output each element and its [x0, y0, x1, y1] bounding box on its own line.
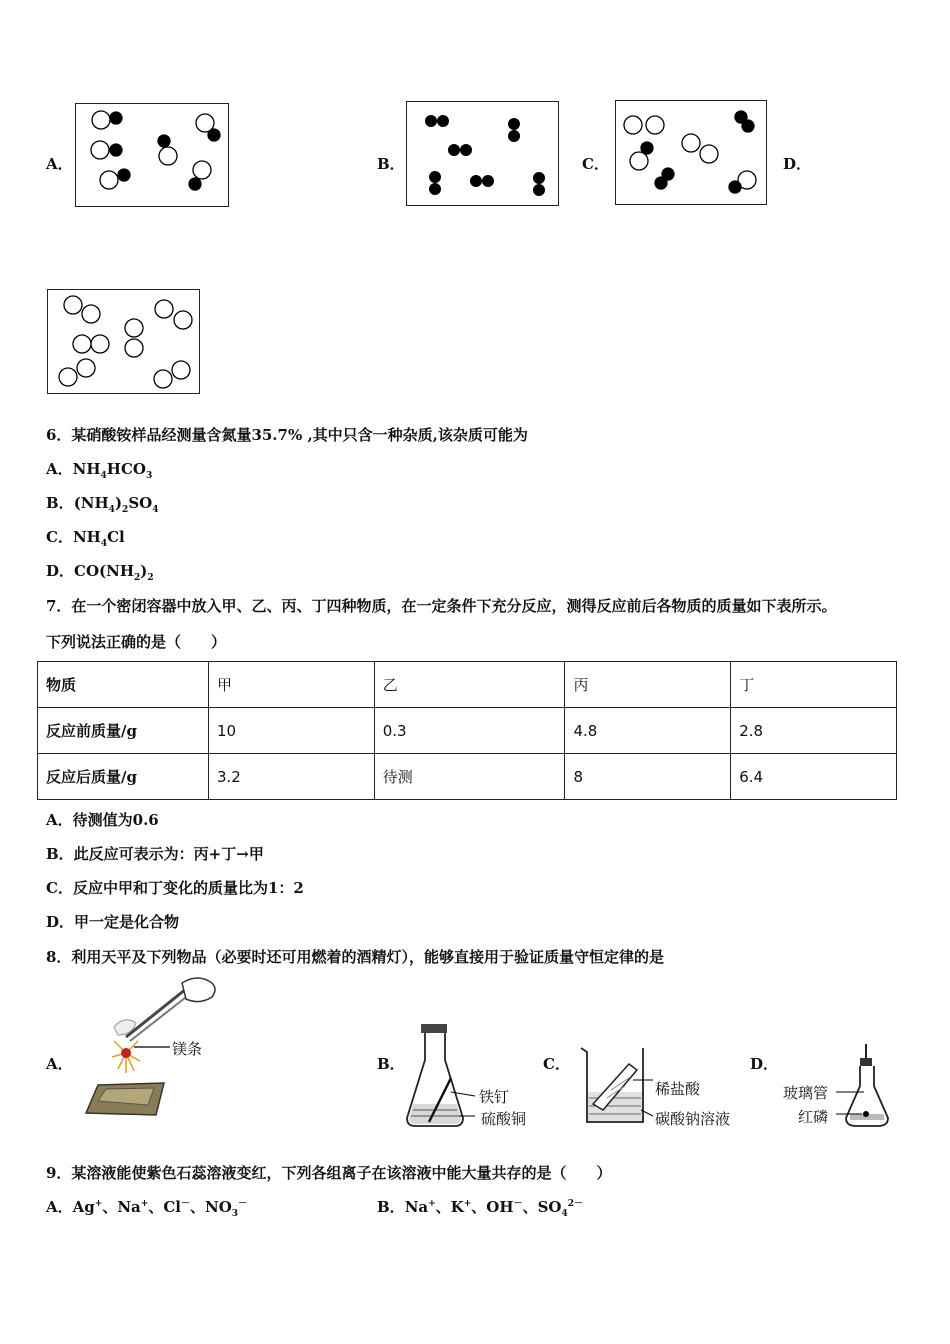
label-copper-sulfate: 硫酸铜	[481, 1110, 527, 1128]
q7-mass-table	[37, 661, 897, 800]
q6-option-b[interactable]: B．$(NH_4)_2SO_4$	[46, 494, 159, 515]
table-cell: 待测	[374, 754, 565, 800]
q8-figure-red-phosphorus[interactable]	[780, 1042, 895, 1130]
q6-option-a[interactable]: A．$NH_4HCO_3$	[46, 460, 153, 481]
q6-stem: 6．某硝酸铵样品经测量含氮量35.7% ,其中只含一种杂质,该杂质可能为	[46, 426, 528, 444]
q7-option-d[interactable]: D．甲一定是化合物	[46, 913, 180, 931]
table-cell: 物质	[38, 662, 209, 708]
label-sodium-carbonate-solution: 碳酸钠溶液	[655, 1110, 731, 1128]
table-cell: 2.8	[731, 708, 897, 754]
table-cell: 丙	[565, 662, 731, 708]
q8-option-b-label: B．	[377, 1055, 405, 1073]
table-cell: 8	[565, 754, 731, 800]
label-iron-nail: 铁钉	[479, 1088, 510, 1106]
molecule-box-a[interactable]	[75, 103, 229, 207]
option-c-label: C．	[582, 155, 609, 173]
q7-option-b[interactable]: B．此反应可表示为：丙+丁→甲	[46, 845, 264, 863]
q7-option-c[interactable]: C．反应中甲和丁变化的质量比为1：2	[46, 879, 304, 897]
label-dilute-hcl: 稀盐酸	[655, 1080, 701, 1098]
table-cell: 乙	[374, 662, 565, 708]
table-cell: 甲	[209, 662, 375, 708]
molecule-box-d[interactable]	[47, 289, 200, 394]
label-red-phosphorus: 红磷	[798, 1108, 829, 1126]
q7-option-a[interactable]: A．待测值为0.6	[46, 811, 159, 829]
option-a-label: A．	[46, 155, 73, 173]
q9-option-b[interactable]: B．Na+、K+、OH－、$SO_4^{2-}$	[377, 1198, 584, 1219]
q8-figure-iron-nail[interactable]	[403, 1022, 543, 1130]
table-cell: 反应前质量/g	[38, 708, 209, 754]
q9-stem: 9．某溶液能使紫色石蕊溶液变红，下列各组离子在该溶液中能大量共存的是（ ）	[46, 1164, 612, 1182]
q6-option-d[interactable]: D．$CO(NH_2)_2$	[46, 562, 154, 583]
table-cell: 丁	[731, 662, 897, 708]
table-cell: 3.2	[209, 754, 375, 800]
q8-option-d-label: D．	[750, 1055, 779, 1073]
q9-option-a[interactable]: A．Ag+、Na+、Cl－、$NO_3^-$	[46, 1198, 248, 1219]
molecule-diagram-b	[407, 102, 558, 205]
label-glass-tube: 玻璃管	[783, 1084, 829, 1102]
q8-figure-beaker[interactable]	[575, 1040, 755, 1132]
table-cell: 反应后质量/g	[38, 754, 209, 800]
table-cell: 4.8	[565, 708, 731, 754]
table-row	[38, 754, 897, 800]
q7-stem-line1: 7．在一个密闭容器中放入甲、乙、丙、丁四种物质，在一定条件下充分反应，测得反应前后各物质的质量如下表所示。	[46, 597, 837, 615]
table-cell: 0.3	[374, 708, 565, 754]
q8-figure-magnesium-burning[interactable]	[74, 975, 234, 1125]
table-row	[38, 708, 897, 754]
q7-stem-line2: 下列说法正确的是（ ）	[46, 633, 227, 651]
q8-option-c-label: C．	[543, 1055, 570, 1073]
molecule-diagram-d	[48, 290, 199, 393]
q8-option-a-label: A．	[46, 1055, 73, 1073]
magnesium-burning-diagram	[74, 975, 234, 1125]
q6-option-c[interactable]: C．$NH_4Cl$	[46, 528, 125, 549]
label-magnesium: 镁条	[172, 1040, 203, 1058]
molecule-diagram-a	[76, 104, 228, 206]
q8-stem: 8．利用天平及下列物品（必要时还可用燃着的酒精灯），能够直接用于验证质量守恒定律的是	[46, 948, 664, 966]
table-cell: 10	[209, 708, 375, 754]
molecule-diagram-c	[616, 101, 766, 204]
table-header-row	[38, 662, 897, 708]
option-b-label: B．	[377, 155, 405, 173]
table-cell: 6.4	[731, 754, 897, 800]
molecule-box-c[interactable]	[615, 100, 767, 205]
option-d-label: D．	[783, 155, 812, 173]
molecule-box-b[interactable]	[406, 101, 559, 206]
